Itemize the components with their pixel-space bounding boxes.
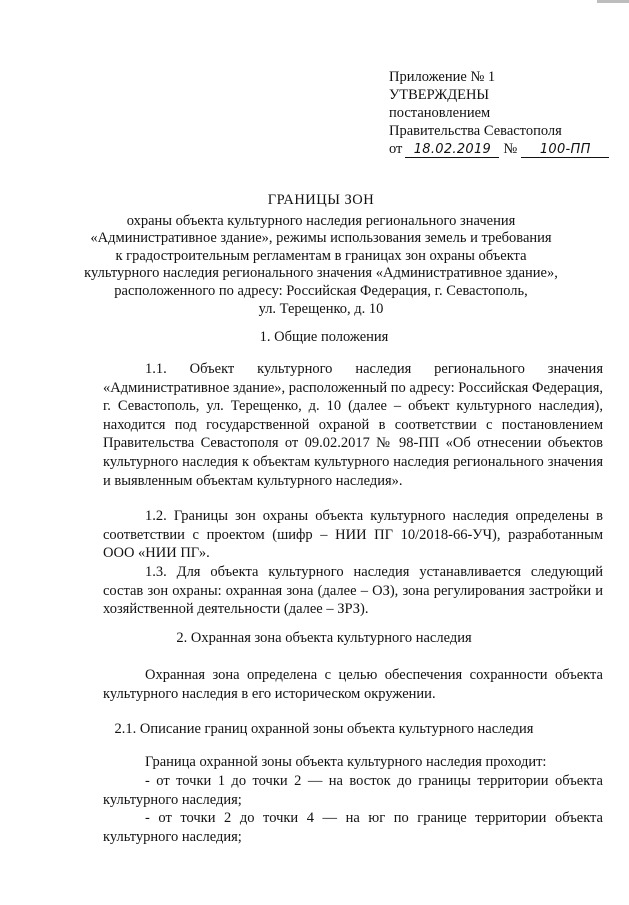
boundary-item-2 xyxy=(103,809,603,846)
boundary-item-2-text: - от точки 2 до точки 4 — на юг по границе территории объекта культурного наследия; xyxy=(103,810,603,845)
boundary-item-1-text: - от точки 1 до точки 2 — на восток до границы территории объекта культурного наследия; xyxy=(103,773,603,808)
paragraph-1-1: 1.1. Объект культурного наследия регионального значения «Административное здание», расположенный по адресу: Российская Федерация, г. Севастополь, ул. Терещенко, д. 10 (далее – объект культурного наследия), находится под государственной охраной в соответствии с постановлением Правительства Севастополя от 09.02.2017 № 98-ПП «Об отнесении объектов культурного наследия к объектам культурного наследия регионального значения и выявленным объектам культурного наследия». xyxy=(103,361,603,489)
government-label: Правительства Севастополя xyxy=(389,123,562,139)
date-number-line xyxy=(389,140,619,158)
title-line: культурного наследия регионального значения «Административное здание», xyxy=(84,265,558,282)
section-2-1-heading: 2.1. Описание границ охранной зоны объекта культурного наследия xyxy=(114,721,534,737)
paragraph-1-3: 1.3. Для объекта культурного наследия устанавливается следующий состав зон охраны: охранная зона (далее – ОЗ), зона регулирования застройки и хозяйственной деятельности (далее – ЗРЗ). xyxy=(103,564,603,618)
title-line: расположенного по адресу: Российская Федерация, г. Севастополь, xyxy=(114,282,528,299)
boundary-intro: Граница охранной зоны объекта культурного наследия проходит: xyxy=(145,754,547,770)
boundary-item-1 xyxy=(103,772,603,809)
title-line: к градостроительным регламентам в границах зон охраны объекта xyxy=(115,247,527,264)
resolution-label: постановлением xyxy=(389,105,491,121)
handwritten-date: 18.02.2019 xyxy=(405,142,499,158)
number-prefix: № xyxy=(503,141,518,157)
paragraph-1-2: 1.2. Границы зон охраны объекта культурного наследия определены в соответствии с проектом (шифр – НИИ ПГ 10/2018-66-УЧ), разработанным ООО «НИИ ПГ». xyxy=(103,508,603,562)
section-2-heading: 2. Охранная зона объекта культурного наследия xyxy=(176,630,472,646)
paragraph-2: Охранная зона определена с целью обеспечения сохранности объекта культурного наследия в его историческом окружении. xyxy=(103,667,603,702)
appendix-label: Приложение № 1 xyxy=(389,69,496,85)
date-prefix: от xyxy=(389,141,403,157)
scan-edge-mark xyxy=(597,0,629,3)
title-main: ГРАНИЦЫ ЗОН xyxy=(267,192,375,208)
section-1-heading: 1. Общие положения xyxy=(259,329,389,345)
title-line: «Административное здание», режимы использования земель и требования xyxy=(90,230,552,247)
approval-stamp xyxy=(389,68,619,158)
title-line: ул. Терещенко, д. 10 xyxy=(258,300,384,317)
document-title xyxy=(70,192,572,318)
handwritten-number: 100-ПП xyxy=(521,142,609,158)
title-line: охраны объекта культурного наследия регионального значения xyxy=(126,212,516,229)
approved-label: УТВЕРЖДЕНЫ xyxy=(389,87,490,103)
